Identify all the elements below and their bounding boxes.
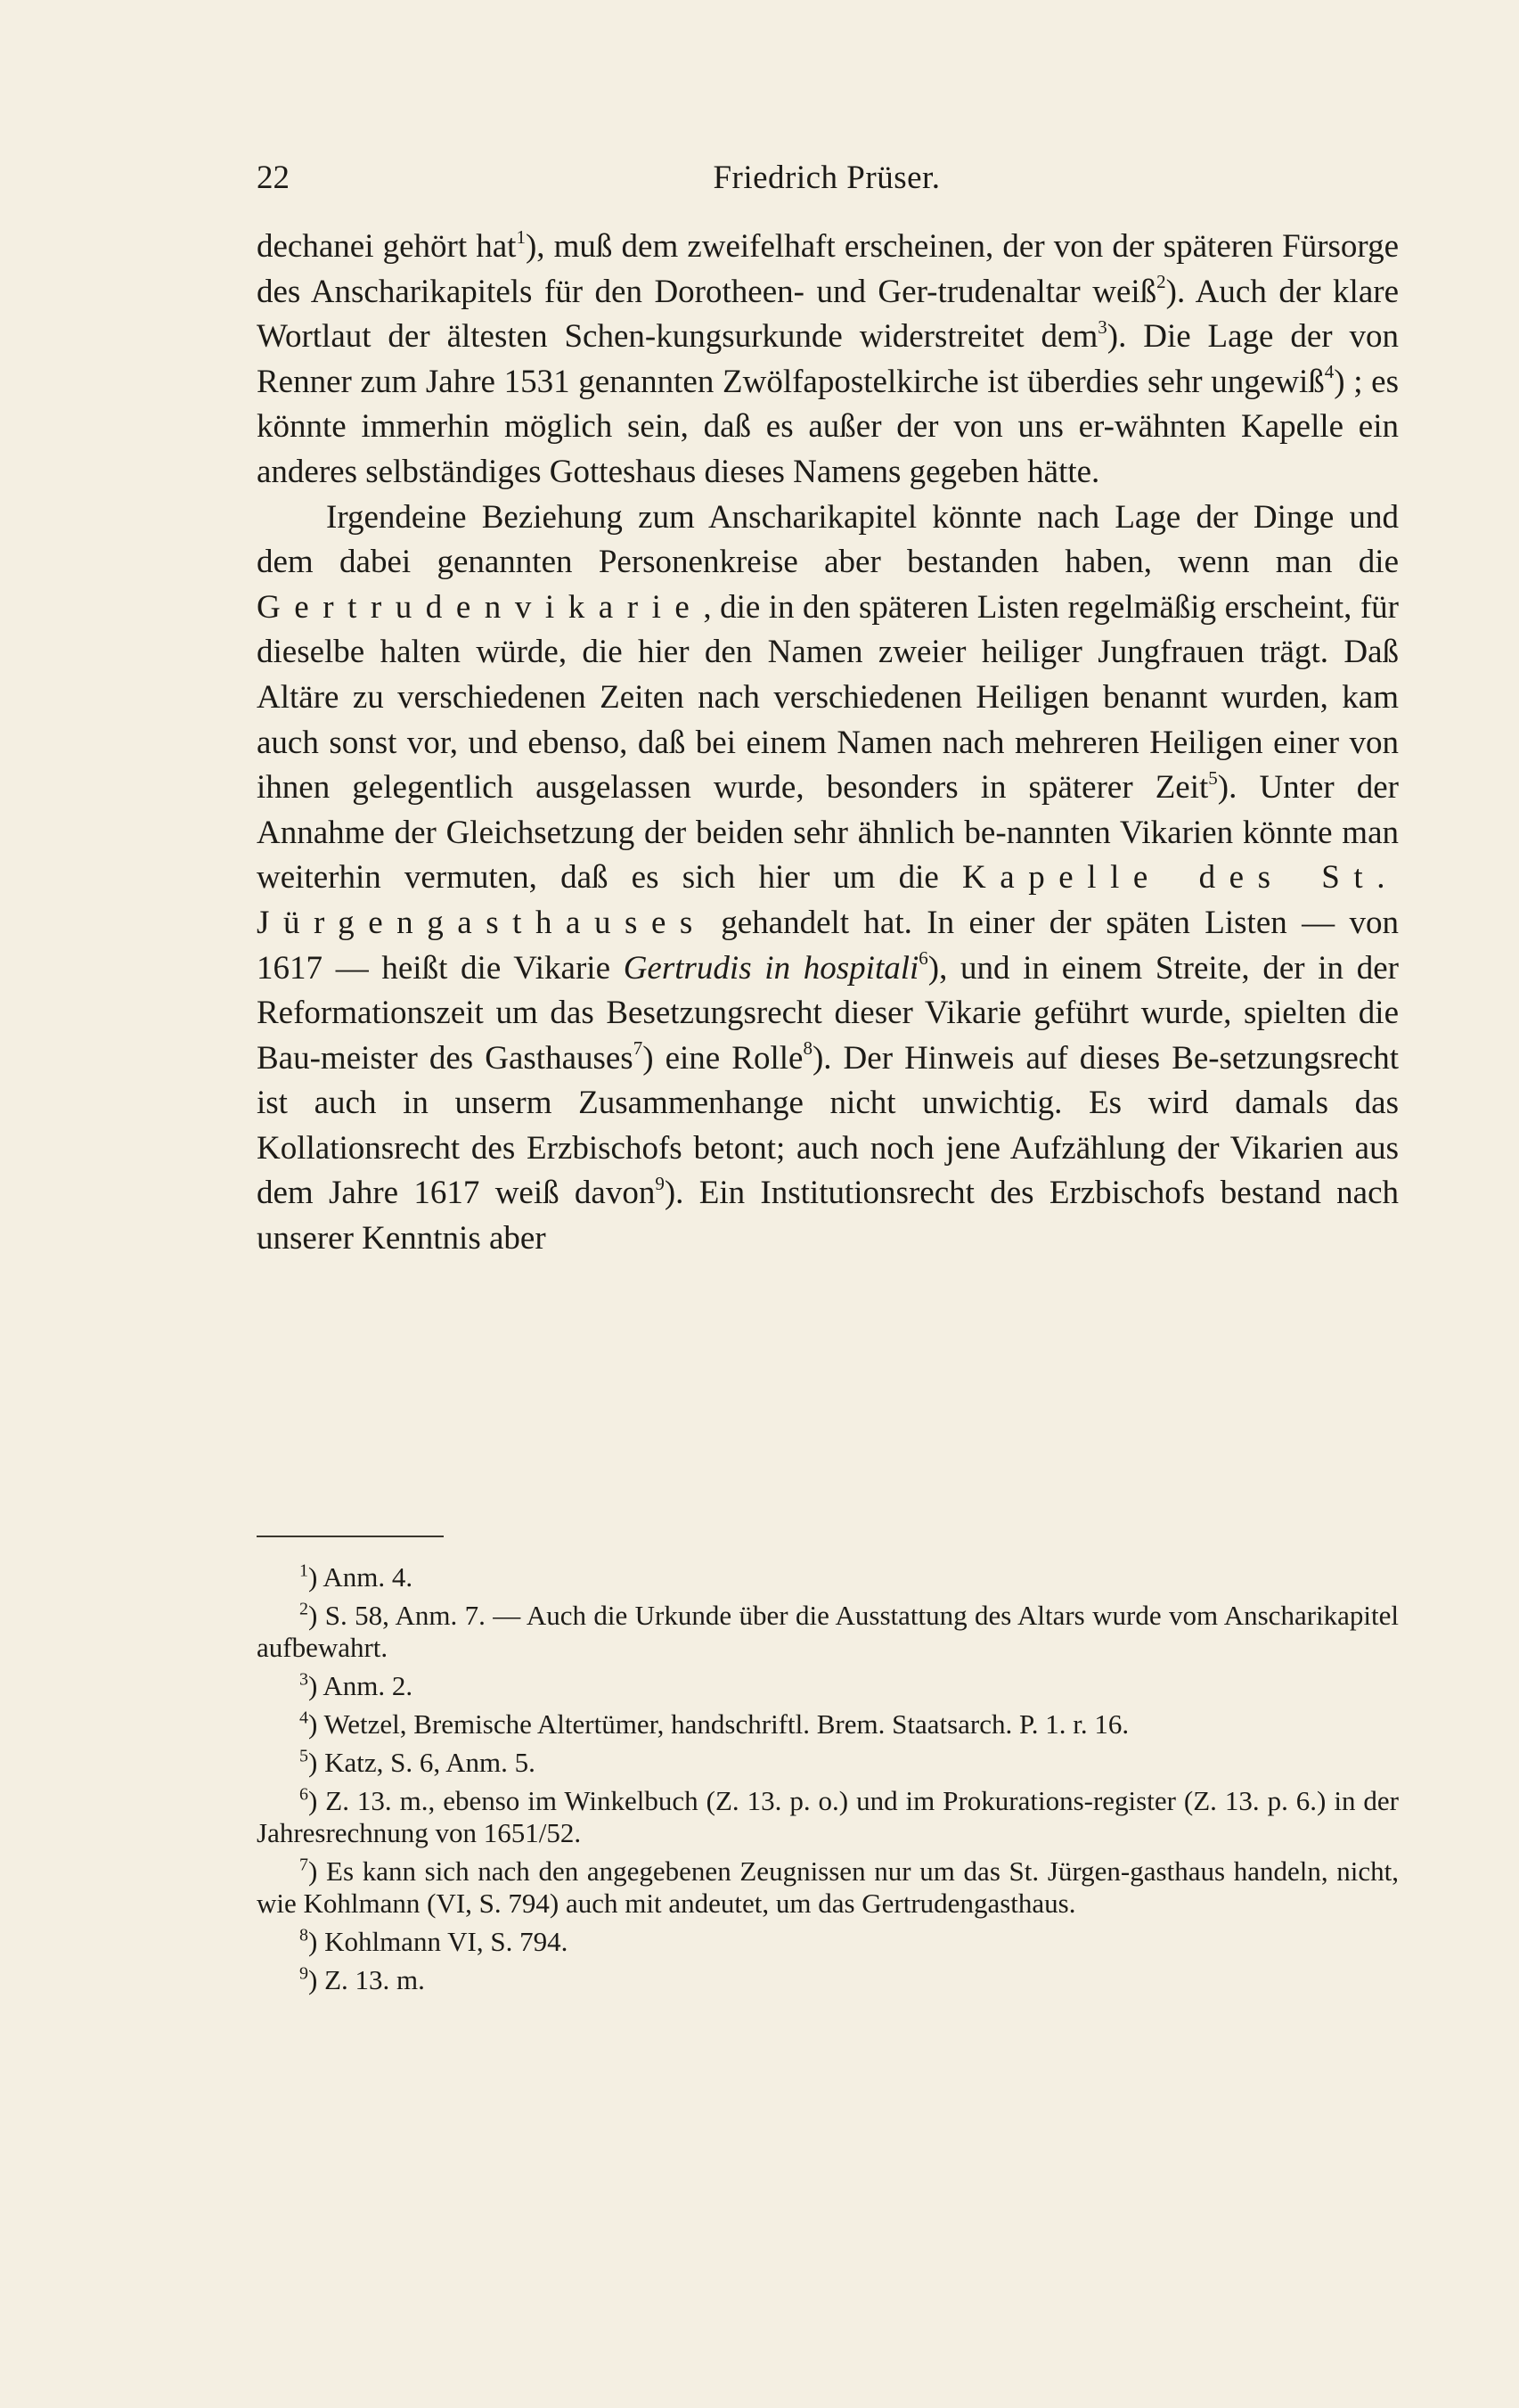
footnote-ref-5[interactable]: 5: [1208, 766, 1218, 789]
text-run: ). Auch der klare Wortlaut der ältesten Schen-kungsurkunde widerstreitet dem: [257, 273, 1399, 356]
footnote-text: ) Es kann sich nach den angegebenen Zeugnissen nur um das St. Jürgen-gasthaus handeln, nicht, wie Kohlmann (VI, S. 794) auch mit andeutet, um das Gertrudengasthaus.: [257, 1855, 1399, 1919]
spaced-term-kapelle: Kapelle des St. Jürgengasthauses: [257, 859, 1399, 941]
text-run: ) eine Rolle: [642, 1039, 804, 1077]
footnote-text: ) Z. 13. m., ebenso im Winkelbuch (Z. 13. p. o.) und im Prokurations-register (Z. 13. p. 6.) in der Jahresrechnung von 1651/52.: [257, 1785, 1399, 1848]
footnote-5: [257, 1747, 1399, 1779]
text-run: Irgendeine Beziehung zum Anscharikapitel könnte nach Lage der Dinge und dem dabei genannten Personenkreise aber bestanden haben, wenn man die: [257, 498, 1399, 581]
footnote-ref-7[interactable]: 7: [633, 1037, 643, 1060]
footnote-1: [257, 1561, 1399, 1593]
footnote-ref-4[interactable]: 4: [1324, 361, 1335, 383]
text-run: gehandelt hat. In einer der späten Listen — von 1617 — heißt die Vikarie: [257, 904, 1399, 987]
text-run: , die in den späteren Listen regelmäßig erscheint, für dieselbe halten würde, die hier den Namen zweier heiliger Jungfrauen trägt. Daß Altäre zu verschiedenen Zeiten nach verschiedenen Heiligen benannt wurden, kam auch sonst vor, und ebenso, daß bei einem Namen nach mehreren Heiligen einer von ihnen gelegentlich ausgelassen wurde, besonders in späterer Zeit: [257, 588, 1399, 807]
footnote-text: ) Wetzel, Bremische Altertümer, handschriftl. Brem. Staatsarch. P. 1. r. 16.: [308, 1708, 1130, 1740]
footnote-7: [257, 1855, 1399, 1920]
footnote-4: [257, 1708, 1399, 1740]
running-title: Friedrich Prüser.: [713, 160, 941, 196]
footnote-ref-8[interactable]: 8: [803, 1037, 813, 1060]
footnote-text: ) Z. 13. m.: [308, 1964, 425, 1995]
running-header: [257, 159, 1397, 198]
footnote-divider: [257, 1536, 444, 1537]
footnote-mark: 1: [299, 1560, 308, 1581]
footnote-2: [257, 1600, 1399, 1664]
footnote-mark: 5: [299, 1746, 308, 1766]
footnote-text: ) Katz, S. 6, Anm. 5.: [308, 1747, 535, 1778]
footnote-mark: 9: [299, 1963, 308, 1984]
footnote-ref-6[interactable]: 6: [919, 947, 928, 970]
footnote-mark: 6: [299, 1784, 308, 1805]
spaced-term-gertrudenvikarie: Gertrudenvikarie: [257, 588, 704, 626]
footnote-8: [257, 1926, 1399, 1958]
main-text: [257, 225, 1399, 1262]
footnote-text: ) Anm. 2.: [308, 1670, 413, 1701]
footnote-ref-2[interactable]: 2: [1156, 271, 1166, 293]
footnote-mark: 7: [299, 1855, 308, 1875]
text-run: ). Der Hinweis auf dieses Be-setzungsrecht ist auch in unserm Zusammenhange nicht unwichtig. Es wird damals das Kollationsrecht des Erzbischofs betont; auch noch jene Aufzählung der Vikarien aus dem Jahre 1617 weiß davon: [257, 1039, 1399, 1212]
paragraph-2: [257, 496, 1399, 1262]
text-run: ), und in einem Streite, der in der Reformationszeit um das Besetzungsrecht dieser Vikarie geführt wurde, spielten die Bau-meister des Gasthauses: [257, 949, 1399, 1077]
footnote-text: ) Anm. 4.: [308, 1561, 413, 1593]
text-run: ). Ein Institutionsrecht des Erzbischofs bestand nach unserer Kenntnis aber: [257, 1175, 1399, 1257]
footnote-text: ) Kohlmann VI, S. 794.: [308, 1926, 568, 1957]
footnote-ref-1[interactable]: 1: [516, 225, 526, 248]
text-run: ), muß dem zweifelhaft erscheinen, der von der späteren Fürsorge des Anscharikapitels für den Dorotheen- und Ger-trudenaltar weiß: [257, 228, 1399, 310]
text-run: ) ; es könnte immerhin möglich sein, daß es außer der von uns er-wähnten Kapelle ein anderes selbständiges Gotteshaus dieses Namens gegeben hätte.: [257, 363, 1399, 490]
footnote-ref-3[interactable]: 3: [1098, 315, 1107, 338]
footnote-mark: 4: [299, 1708, 308, 1728]
footnote-text: ) S. 58, Anm. 7. — Auch die Urkunde über die Ausstattung des Altars wurde vom Anscharikapitel aufbewahrt.: [257, 1600, 1399, 1663]
paragraph-1: [257, 225, 1399, 496]
footnote-6: [257, 1785, 1399, 1849]
footnote-mark: 2: [299, 1599, 308, 1619]
italic-term: Gertrudis in hospitali: [623, 949, 919, 987]
text-run: dechanei gehört hat: [257, 228, 517, 265]
footnotes: [257, 1561, 1399, 2003]
footnote-mark: 3: [299, 1669, 308, 1690]
text-run: ). Die Lage der von Renner zum Jahre 1531 genannten Zwölfapostelkirche ist überdies sehr ungewiß: [257, 318, 1400, 400]
footnote-9: [257, 1964, 1399, 1996]
footnote-ref-9[interactable]: 9: [655, 1173, 665, 1195]
footnote-mark: 8: [299, 1925, 308, 1945]
text-run: ). Unter der Annahme der Gleichsetzung der beiden sehr ähnlich be-nannten Vikarien könnte man weiterhin vermuten, daß es sich hier um die: [257, 769, 1399, 897]
page-number: 22: [257, 160, 290, 196]
footnote-3: [257, 1670, 1399, 1702]
